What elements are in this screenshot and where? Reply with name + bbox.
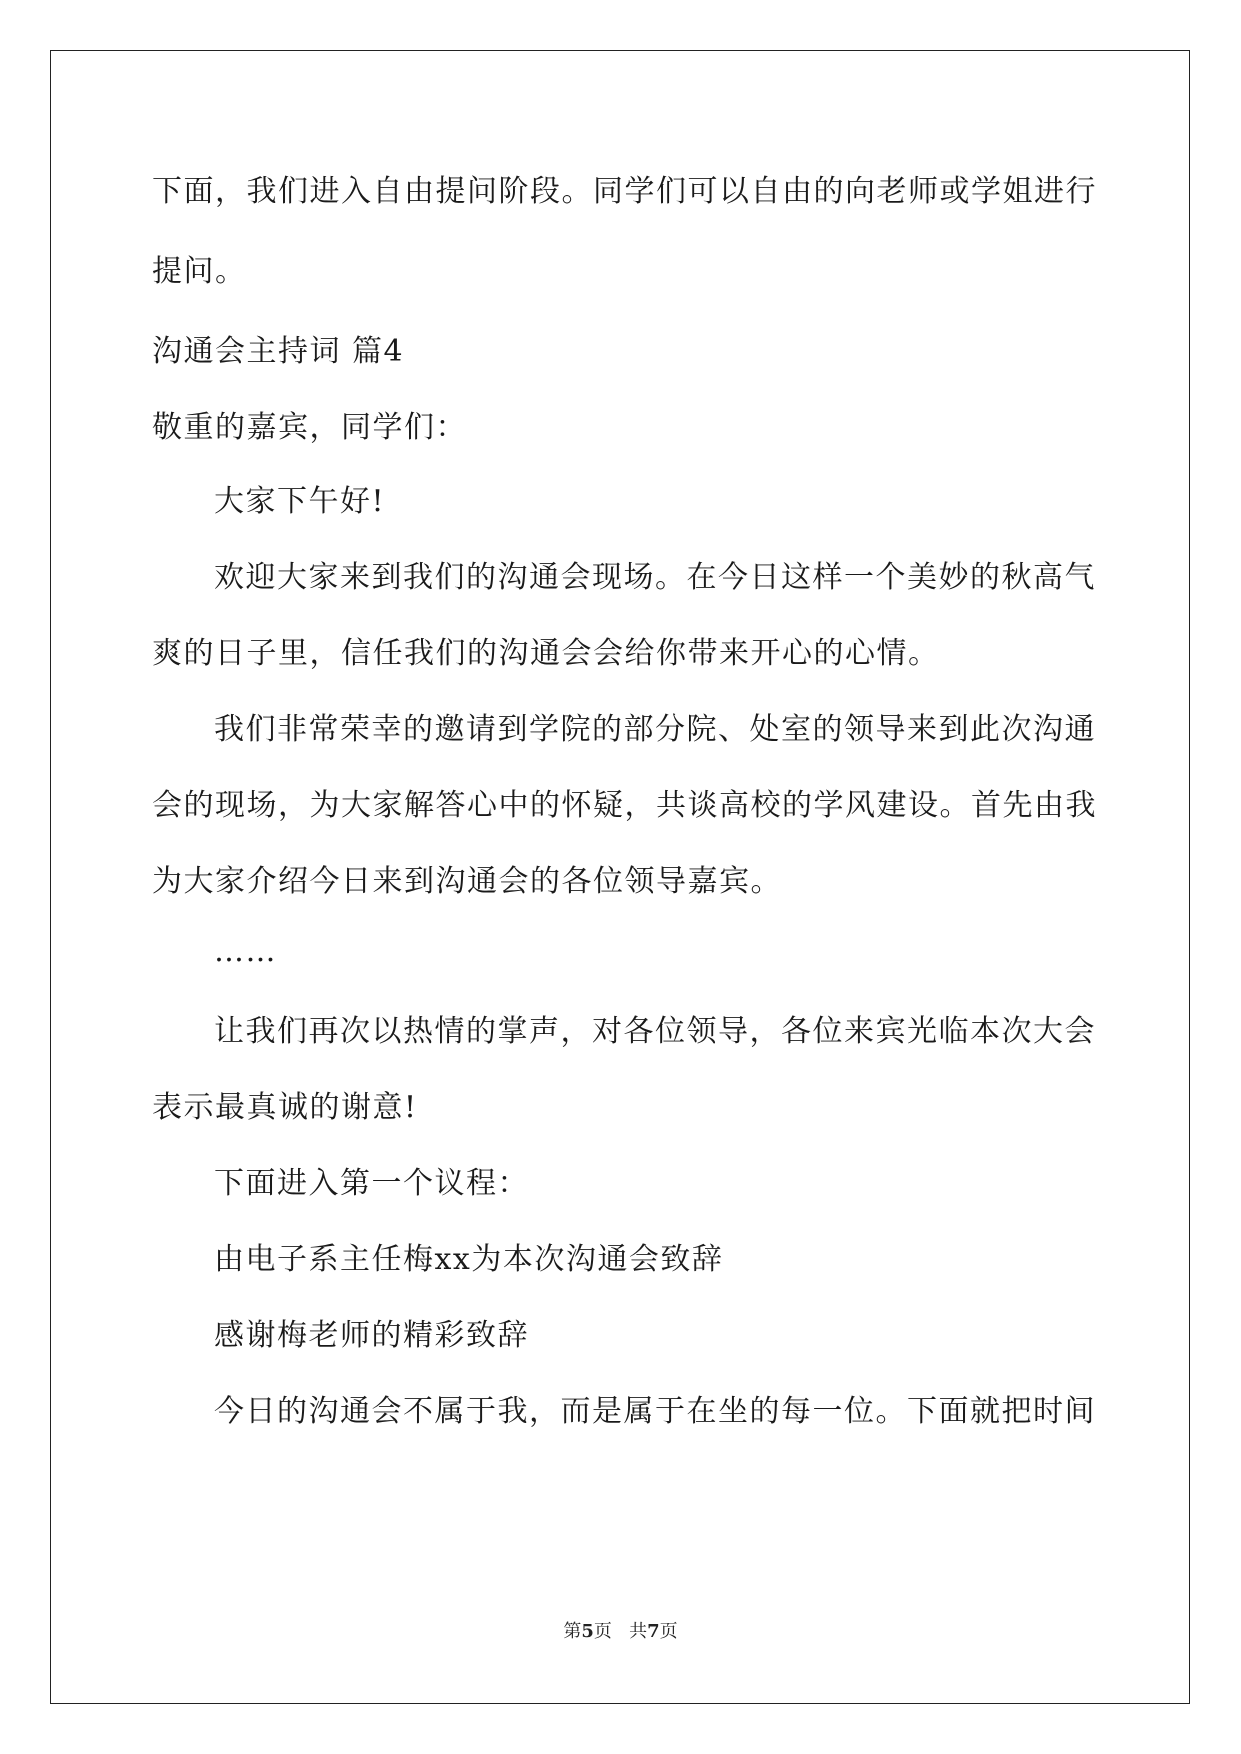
paragraph-line: 我们非常荣幸的邀请到学院的部分院、处室的领导来到此次沟通 xyxy=(214,712,1096,747)
paragraph-line: 为大家介绍今日来到沟通会的各位领导嘉宾。 xyxy=(152,864,782,899)
paragraph-line: 让我们再次以热情的掌声，对各位领导，各位来宾光临本次大会 xyxy=(214,1014,1096,1049)
paragraph-line: 爽的日子里，信任我们的沟通会会给你带来开心的心情。 xyxy=(152,636,940,671)
paragraph-line: 提问。 xyxy=(152,254,247,289)
greeting: 大家下午好! xyxy=(214,484,386,519)
total-prefix: 共 xyxy=(629,1621,648,1642)
total-pages-number: 7 xyxy=(647,1621,660,1642)
page-footer xyxy=(0,1620,1241,1644)
paragraph-line: 下面，我们进入自由提问阶段。同学们可以自由的向老师或学姐进行 xyxy=(152,174,1097,209)
paragraph-line: 会的现场，为大家解答心中的怀疑，共谈高校的学风建设。首先由我 xyxy=(152,788,1097,823)
paragraph-line: 表示最真诚的谢意! xyxy=(152,1090,418,1125)
paragraph-line: 下面进入第一个议程： xyxy=(214,1166,529,1201)
paragraph-line: 由电子系主任梅xx为本次沟通会致辞 xyxy=(214,1242,724,1277)
paragraph-line: 欢迎大家来到我们的沟通会现场。在今日这样一个美妙的秋高气 xyxy=(214,560,1096,595)
paragraph-line: 感谢梅老师的精彩致辞 xyxy=(214,1318,529,1353)
page-prefix: 第 xyxy=(563,1621,582,1642)
salutation: 敬重的嘉宾，同学们： xyxy=(152,410,467,445)
total-suffix: 页 xyxy=(659,1621,678,1642)
paragraph-line: 今日的沟通会不属于我，而是属于在坐的每一位。下面就把时间 xyxy=(214,1394,1096,1429)
ellipsis-line: …… xyxy=(214,934,277,969)
current-page-number: 5 xyxy=(581,1621,594,1642)
page-suffix: 页 xyxy=(593,1621,612,1642)
section-heading: 沟通会主持词 篇4 xyxy=(152,334,405,369)
